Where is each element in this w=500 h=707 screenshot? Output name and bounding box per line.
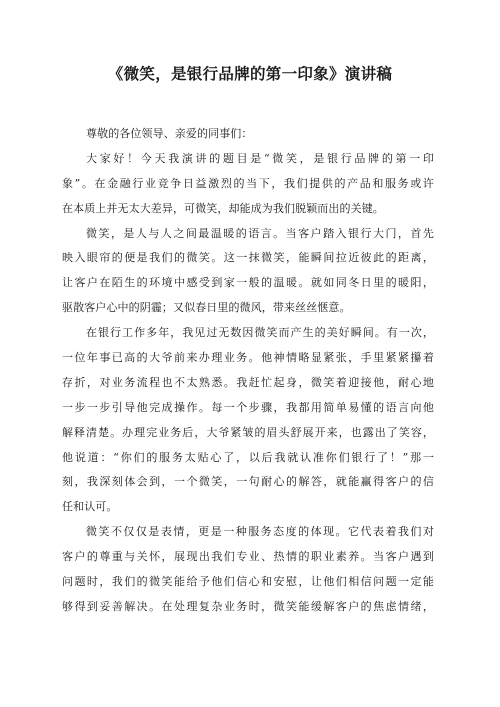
body-line: 在银行工作多年，我见过无数因微笑而产生的美好瞬间。有一次， [86, 326, 434, 340]
document-body [62, 122, 434, 620]
body-line: 在本质上并无太大差异，可微笑，却能成为我们脱颖而出的关键。 [62, 201, 384, 215]
body-line: 刻，我深刻体会到，一个微笑，一句耐心的解答，就能赢得客户的信 [62, 475, 434, 489]
body-line: 一位年事已高的大爷前来办理业务。他神情略显紧张，手里紧紧攥着 [62, 351, 434, 365]
body-line: 一步一步引导他完成操作。每一个步骤，我都用简单易懂的语言向他 [62, 400, 434, 414]
document-title: 《微笑，是银行品牌的第一印象》演讲稿 [107, 65, 393, 83]
body-line: 他说道：“你们的服务太贴心了，以后我就认准你们银行了！”那一 [62, 450, 434, 464]
body-line: 映入眼帘的便是我们的微笑。这一抹微笑，能瞬间拉近彼此的距离， [62, 251, 434, 265]
body-line: 存折，对业务流程也不太熟悉。我赶忙起身，微笑着迎接他，耐心地 [62, 375, 434, 389]
body-line: 让客户在陌生的环境中感受到家一般的温暖。就如同冬日里的暖阳， [62, 276, 434, 290]
body-line: 微笑不仅仅是表情，更是一种服务态度的体现。它代表着我们对 [86, 525, 434, 539]
body-line: 够得到妥善解决。在处理复杂业务时，微笑能缓解客户的焦虑情绪， [62, 599, 434, 613]
body-line: 象”。在金融行业竞争日益激烈的当下，我们提供的产品和服务或许 [62, 176, 434, 190]
body-line: 问题时，我们的微笑能给予他们信心和安慰，让他们相信问题一定能 [62, 575, 434, 589]
body-line: 解释清楚。办理完业务后，大爷紧皱的眉头舒展开来，也露出了笑容， [62, 425, 434, 439]
body-line: 尊敬的各位领导、亲爱的同事们： [86, 127, 253, 140]
body-line: 大家好！今天我演讲的题目是“微笑，是银行品牌的第一印 [86, 151, 434, 165]
body-line: 驱散客户心中的阴霾；又似春日里的微风，带来丝丝惬意。 [62, 301, 351, 315]
body-line: 任和认可。 [62, 500, 118, 514]
body-line: 客户的尊重与关怀，展现出我们专业、热情的职业素养。当客户遇到 [62, 550, 434, 564]
body-line: 微笑，是人与人之间最温暖的语言。当客户踏入银行大门，首先 [86, 226, 434, 240]
